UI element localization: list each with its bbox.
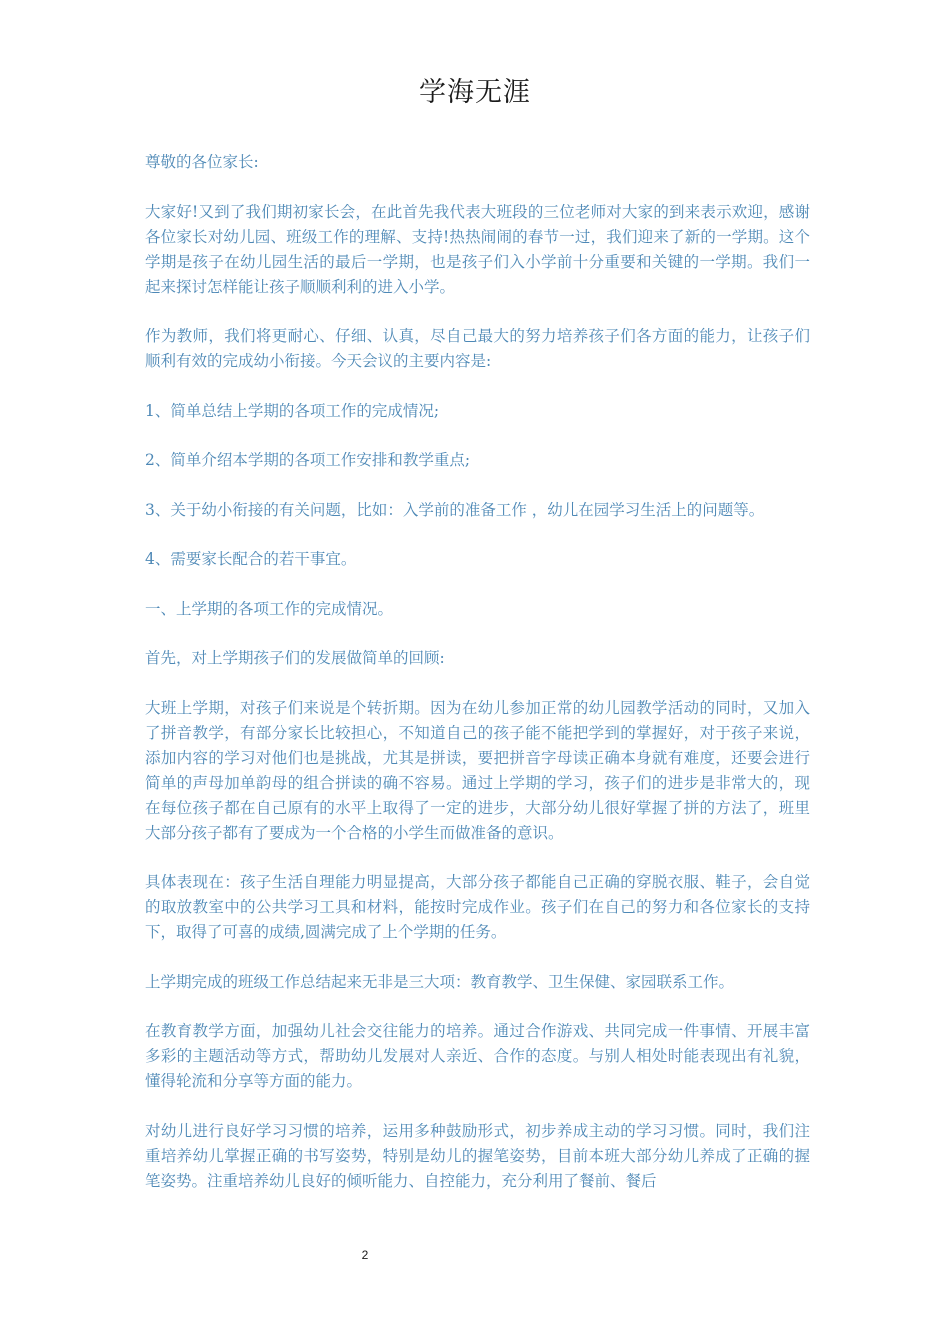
page-number: 2 <box>361 1248 369 1262</box>
teacher-commitment-paragraph: 作为教师，我们将更耐心、仔细、认真，尽自己最大的努力培养孩子们各方面的能力，让孩子们顺利有效的完成幼小衔接。今天会议的主要内容是: <box>145 327 810 370</box>
agenda-item-2: 2、简单介绍本学期的各项工作安排和教学重点; <box>145 451 471 469</box>
review-intro-paragraph: 首先，对上学期孩子们的发展做简单的回顾: <box>145 649 445 667</box>
teaching-paragraph: 在教育教学方面，加强幼儿社会交往能力的培养。通过合作游戏、共同完成一件事情、开展丰富多彩的主题活动等方式，帮助幼儿发展对人亲近、合作的态度。与别人相处时能表现出有礼貌，懂得轮流和分享等方面的能力。 <box>145 1022 810 1090</box>
greeting-paragraph: 尊敬的各位家长: <box>145 153 259 171</box>
class-work-summary-paragraph: 上学期完成的班级工作总结起来无非是三大项：教育教学、卫生保健、家园联系工作。 <box>145 972 735 991</box>
learning-habits-paragraph: 对幼儿进行良好学习习惯的培养，运用多种鼓励形式，初步养成主动的学习习惯。同时，我们注重培养幼儿掌握正确的书写姿势，特别是幼儿的握笔姿势，目前本班大部分幼儿养成了正确的握笔姿势。注重培养幼儿良好的倾听能力、自控能力，充分利用了餐前、餐后 <box>145 1121 810 1190</box>
section-heading-1: 一、上学期的各项工作的完成情况。 <box>145 599 394 618</box>
agenda-item-4: 4、需要家长配合的若干事宜。 <box>145 550 357 568</box>
intro-paragraph: 大家好!又到了我们期初家长会，在此首先我代表大班段的三位老师对大家的到来表示欢迎，感谢各位家长对幼儿园、班级工作的理解、支持!热热闹闹的春节一过，我们迎来了新的一学期。这个学期是孩子在幼儿园生活的最后一学期，也是孩子们入小学前十分重要和关键的一学期。我们一起来探讨怎样能让孩子顺顺利利的进入小学。 <box>145 202 810 296</box>
agenda-item-3: 3、关于幼小衔接的有关问题，比如：入学前的准备工作 ，幼儿在园学习生活上的问题等。 <box>145 500 765 519</box>
document-body <box>145 150 810 1218</box>
agenda-item-1: 1、简单总结上学期的各项工作的完成情况; <box>145 401 440 420</box>
document-title: 学海无涯 <box>419 77 531 108</box>
specific-performance-paragraph: 具体表现在：孩子生活自理能力明显提高，大部分孩子都能自己正确的穿脱衣服、鞋子，会自觉的取放教室中的公共学习工具和材料，能按时完成作业。孩子们在自己的努力和各位家长的支持下，取得了可喜的成绩,圆满完成了上个学期的任务。 <box>145 873 810 941</box>
last-semester-paragraph: 大班上学期，对孩子们来说是个转折期。因为在幼儿参加正常的幼儿园教学活动的同时，又加入了拼音教学，有部分家长比较担心，不知道自己的孩子能不能把学到的掌握好，对于孩子来说，添加内容的学习对他们也是挑战，尤其是拼读，要把拼音字母读正确本身就有难度，还要会进行简单的声母加单韵母的组合拼读的确不容易。通过上学期的学习，孩子们的进步是非常大的，现在每位孩子都在自己原有的水平上取得了一定的进步，大部分幼儿很好掌握了拼的方法了，班里大部分孩子都有了要成为一个合格的小学生而做准备的意识。 <box>145 698 810 842</box>
